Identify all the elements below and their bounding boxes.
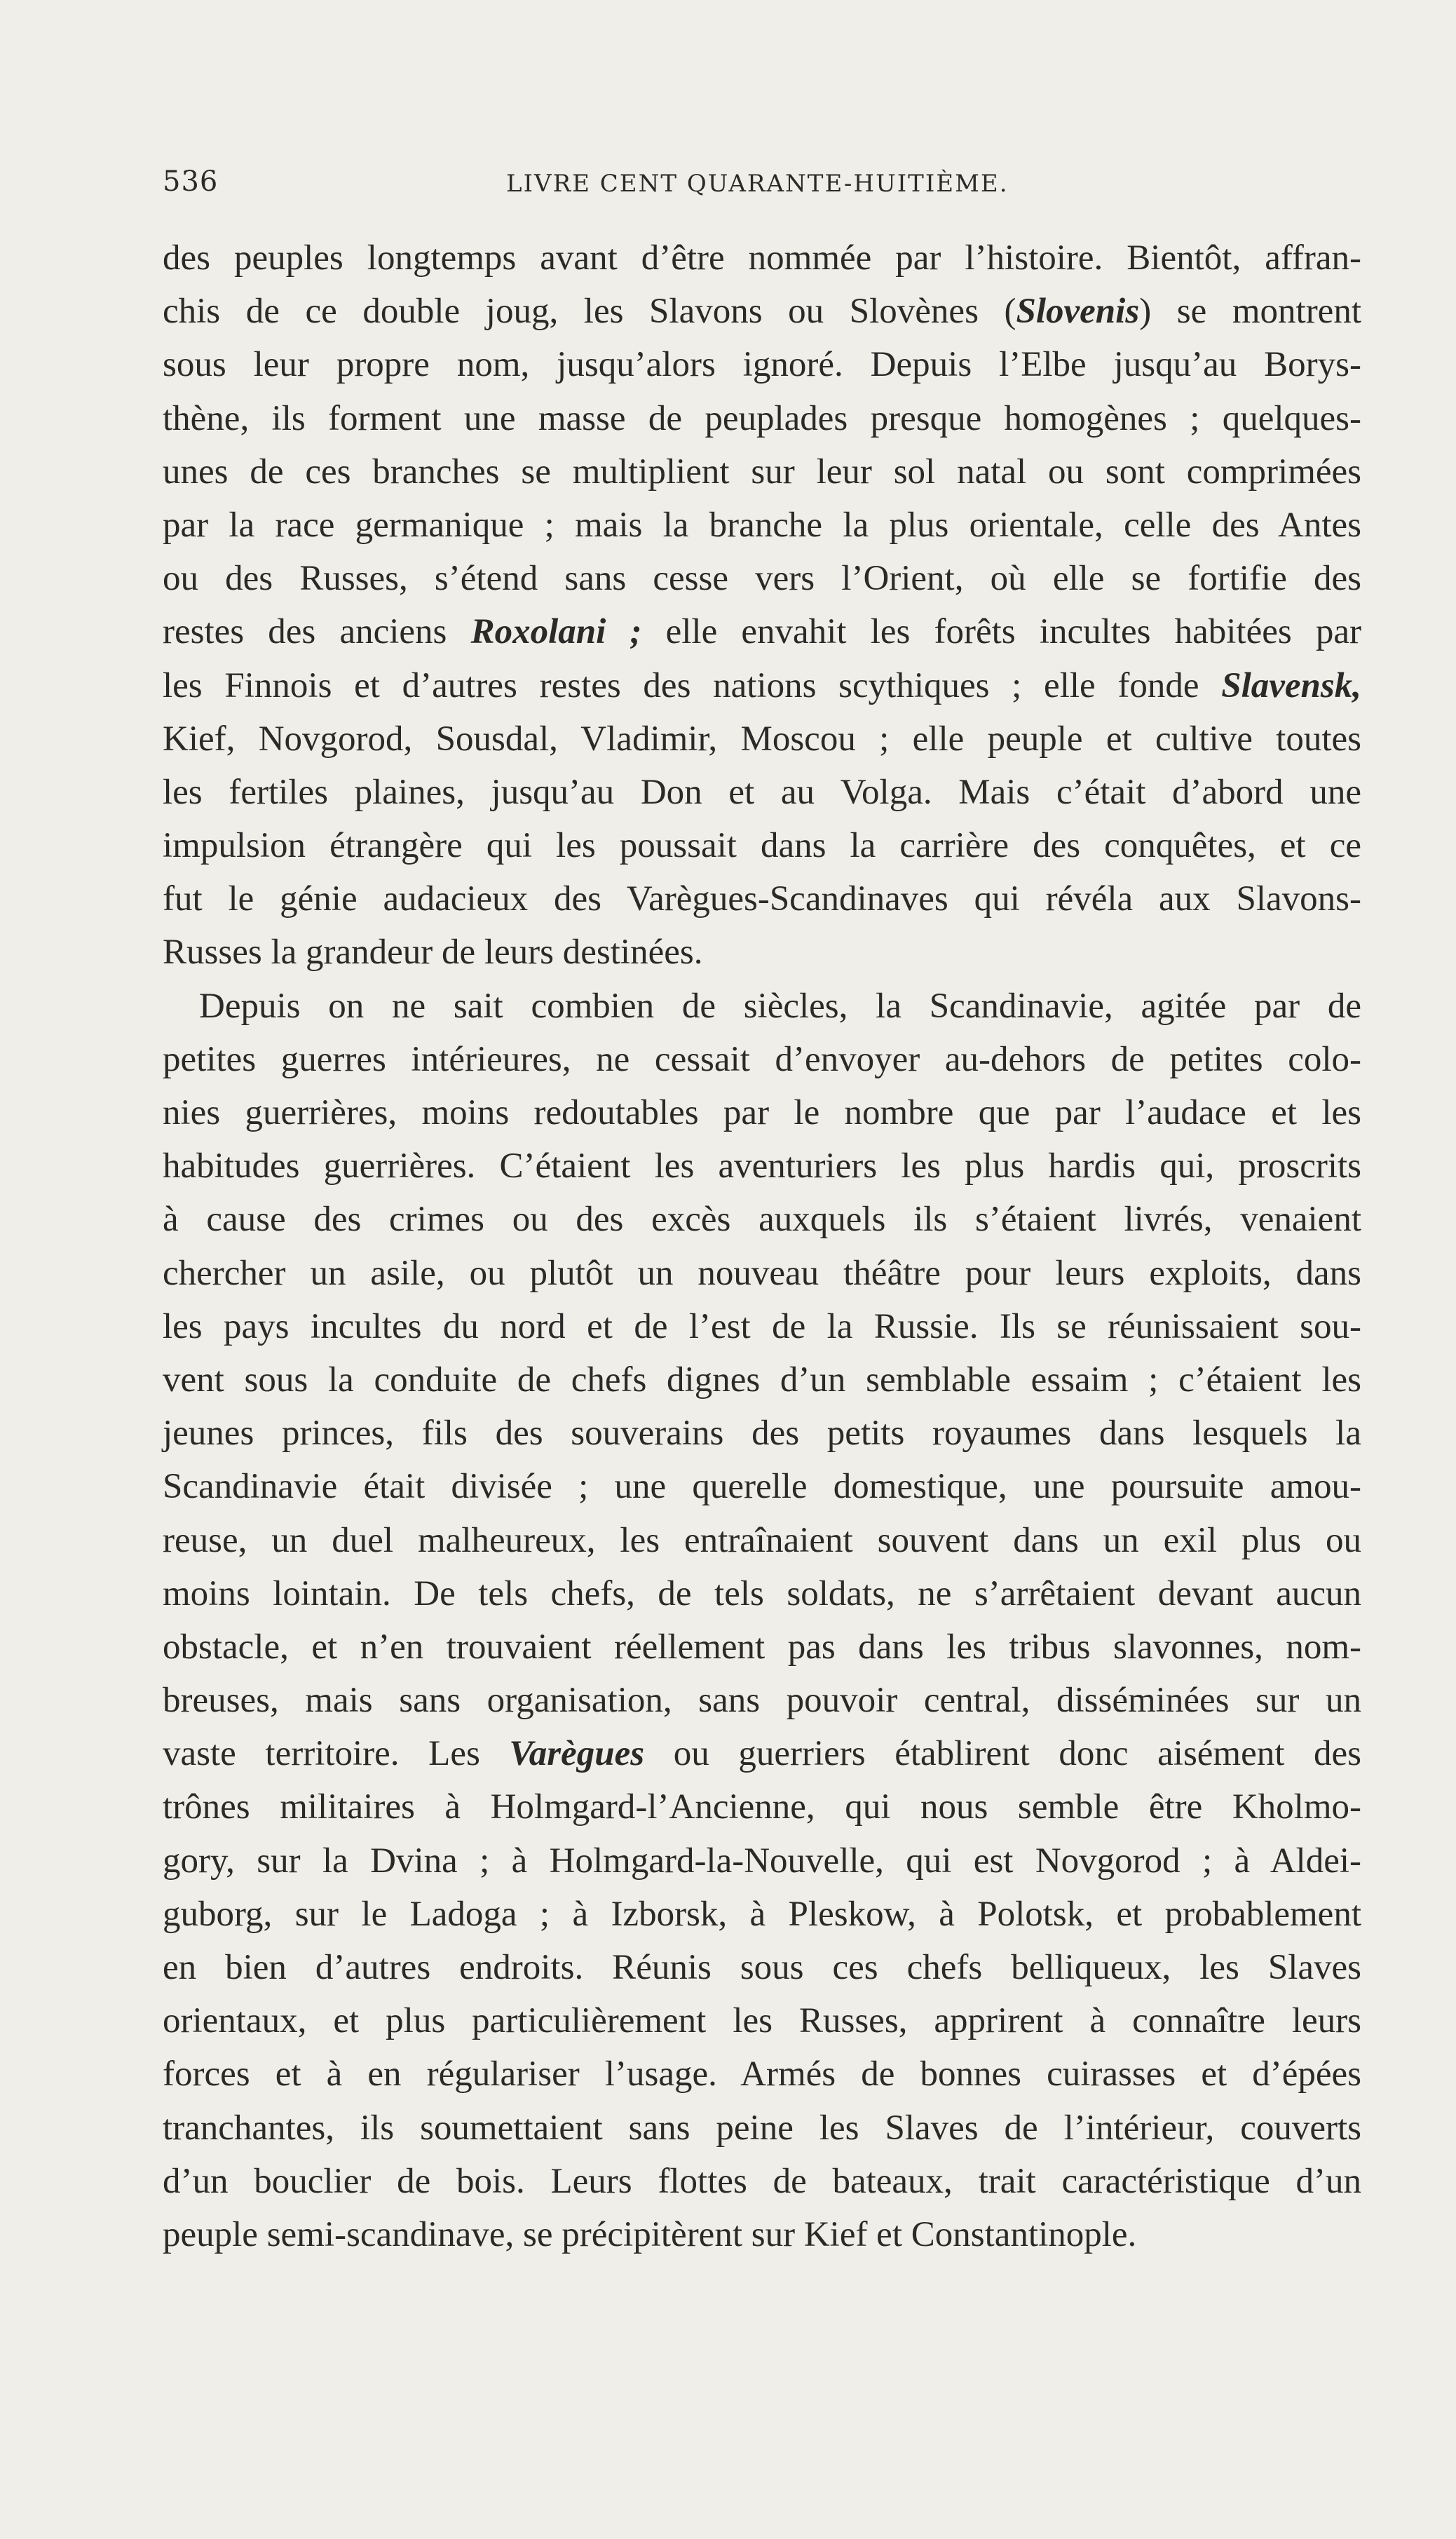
text-line: Russes la grandeur de leurs destinées. [163, 933, 703, 973]
text-line: trônes militaires à Holmgard-l’Ancienne, qui nous semble être Kholmo- [163, 1787, 1361, 1827]
text-line: thène, ils forment une masse de peuplades presque homogènes ; quelques- [163, 398, 1361, 438]
text-line: Kief, Novgorod, Sousdal, Vladimir, Moscou ; elle peuple et cultive toutes [163, 719, 1361, 759]
italic-term: Slovenis [1016, 292, 1140, 332]
text-line: sous leur propre nom, jusqu’alors ignoré. Depuis l’Elbe jusqu’au Borys- [163, 345, 1361, 385]
running-title: LIVRE CENT QUARANTE-HUITIÈME. [506, 170, 1009, 198]
text-line: tranchantes, ils soumettaient sans peine les Slaves de l’intérieur, couverts [163, 2108, 1361, 2148]
text-line: orientaux, et plus particulièrement les Russes, apprirent à connaître leurs [163, 2001, 1361, 2041]
text-line: Depuis on ne sait combien de siècles, la Scandinavie, agitée par de [199, 986, 1361, 1026]
italic-term: Roxolani ; [470, 612, 642, 652]
text-line: jeunes princes, fils des souverains des petits royaumes dans lesquels la [163, 1414, 1361, 1454]
text-line: moins lointain. De tels chefs, de tels soldats, ne s’arrêtaient devant aucun [163, 1573, 1361, 1613]
text-line: les pays incultes du nord et de l’est de la Russie. Ils se réunissaient sou- [163, 1306, 1361, 1346]
text-line: ou des Russes, s’étend sans cesse vers l’Orient, où elle se fortifie des [163, 559, 1361, 599]
text-line: peuple semi-scandinave, se précipitèrent sur Kief et Constantinople. [163, 2214, 1137, 2254]
body-text [163, 231, 1361, 2261]
page-header [163, 165, 1361, 208]
text-line: chercher un asile, ou plutôt un nouveau théâtre pour leurs exploits, dans [163, 1253, 1361, 1293]
text-line: vaste territoire. Les Varègues ou guerriers établirent donc aisément des [163, 1734, 1361, 1774]
text-line: unes de ces branches se multiplient sur leur sol natal ou sont comprimées [163, 452, 1361, 492]
text-line: breuses, mais sans organisation, sans pouvoir central, disséminées sur un [163, 1681, 1361, 1721]
text-line: petites guerres intérieures, ne cessait d’envoyer au-dehors de petites colo- [163, 1039, 1361, 1079]
text-line: vent sous la conduite de chefs dignes d’un semblable essaim ; c’étaient les [163, 1360, 1361, 1400]
text-line: à cause des crimes ou des excès auxquels ils s’étaient livrés, venaient [163, 1200, 1361, 1240]
page-number: 536 [163, 165, 219, 198]
text-line: Scandinavie était divisée ; une querelle domestique, une poursuite amou- [163, 1467, 1361, 1507]
text-line: des peuples longtemps avant d’être nommée par l’histoire. Bientôt, affran- [163, 238, 1361, 278]
text-line: les fertiles plaines, jusqu’au Don et au Volga. Mais c’était d’abord une [163, 772, 1361, 812]
text-line: d’un bouclier de bois. Leurs flottes de bateaux, trait caractéristique d’un [163, 2161, 1361, 2201]
text-line: nies guerrières, moins redoutables par le nombre que par l’audace et les [163, 1093, 1361, 1132]
text-line: forces et à en régulariser l’usage. Armés de bonnes cuirasses et d’épées [163, 2054, 1361, 2094]
text-line: impulsion étrangère qui les poussait dans la carrière des conquêtes, et ce [163, 826, 1361, 866]
text-line: restes des anciens Roxolani ; elle envahit les forêts incultes habitées par [163, 612, 1362, 652]
text-line: habitudes guerrières. C’étaient les aventuriers les plus hardis qui, proscrits [163, 1146, 1361, 1186]
text-line: gory, sur la Dvina ; à Holmgard-la-Nouvelle, qui est Novgorod ; à Aldei- [163, 1841, 1361, 1881]
text-line: guborg, sur le Ladoga ; à Izborsk, à Pleskow, à Polotsk, et probablement [163, 1894, 1361, 1934]
text-line: en bien d’autres endroits. Réunis sous ces chefs belliqueux, les Slaves [163, 1948, 1361, 1987]
text-line: les Finnois et d’autres restes des nations scythiques ; elle fonde Slavensk, [163, 665, 1361, 705]
text-line: reuse, un duel malheureux, les entraînaient souvent dans un exil plus ou [163, 1520, 1361, 1560]
text-line: fut le génie audacieux des Varègues-Scandinaves qui révéla aux Slavons- [163, 879, 1361, 919]
italic-term: Varègues [509, 1734, 645, 1774]
italic-term: Slavensk, [1221, 665, 1361, 705]
text-line: chis de ce double joug, les Slavons ou Slovènes (Slovenis) se montrent [163, 292, 1361, 332]
text-line: obstacle, et n’en trouvaient réellement pas dans les tribus slavonnes, nom- [163, 1627, 1361, 1667]
text-line: par la race germanique ; mais la branche la plus orientale, celle des Antes [163, 505, 1361, 545]
